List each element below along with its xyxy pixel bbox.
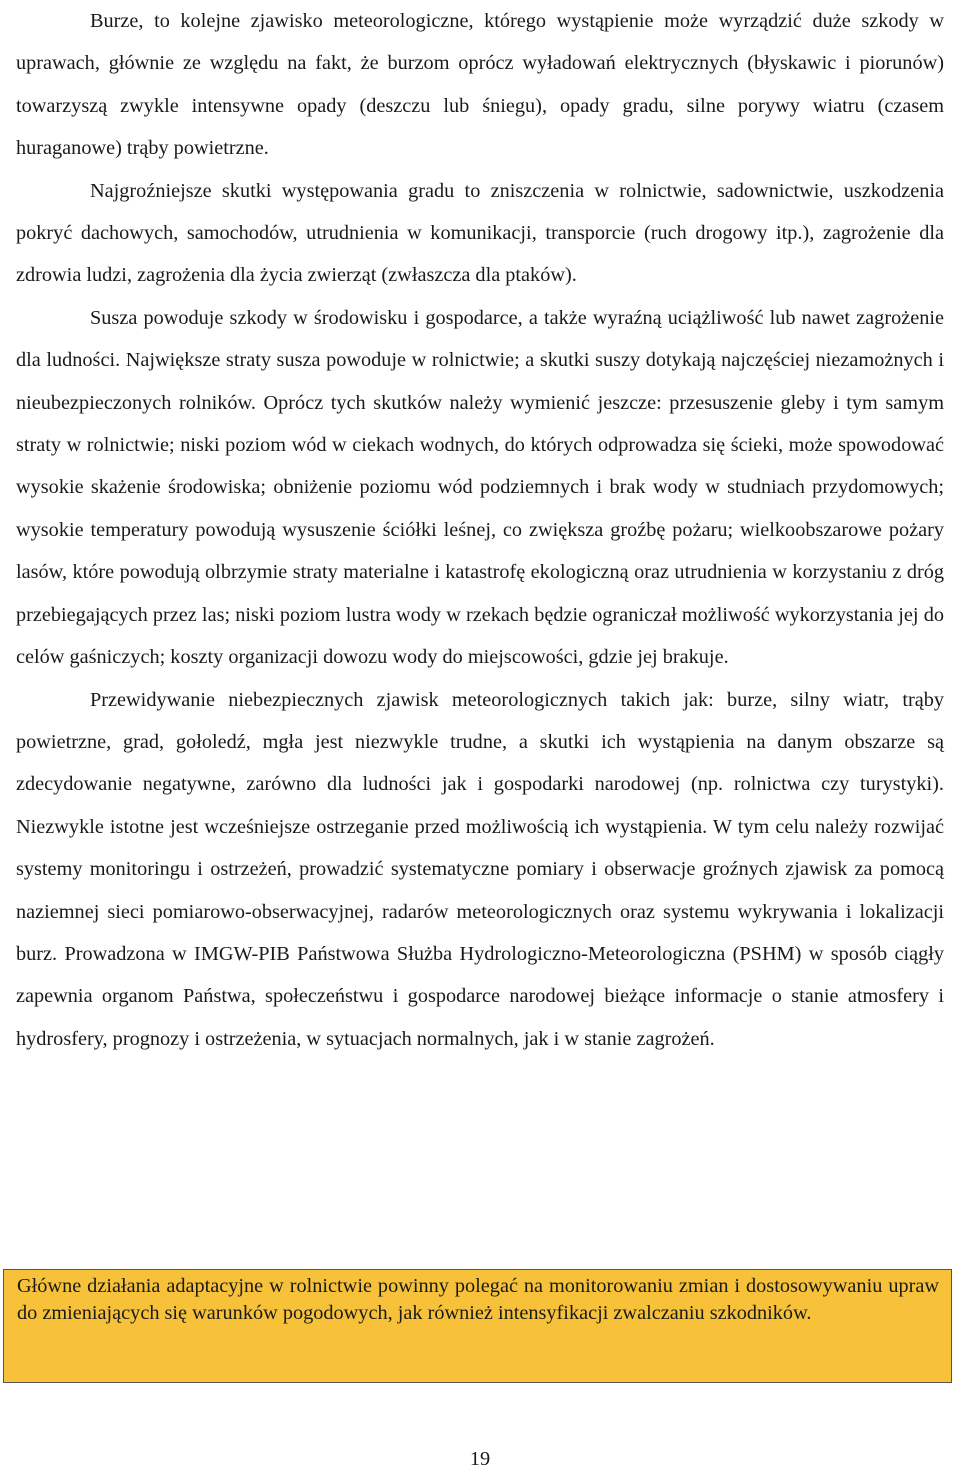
paragraph-hail: Najgroźniejsze skutki występowania gradu to zniszczenia w rolnictwie, sadownictwie, uszkodzenia pokryć dachowych, samochodów, utrudnienia w komunikacji, transporcie (ruch drogowy itp.), zagrożenie dla zdrowia ludzi, zagrożenia dla życia zwierząt (zwłaszcza dla ptaków). <box>16 179 944 287</box>
highlight-box-text: Główne działania adaptacyjne w rolnictwie powinny polegać na monitorowaniu zmian i dostosowywaniu upraw do zmieniających się warunków pogodowych, jak również intensyfikacji zwalczaniu szkodników. <box>17 1275 939 1324</box>
paragraph-forecasting: Przewidywanie niebezpiecznych zjawisk meteorologicznych takich jak: burze, silny wiatr, trąby powietrzne, grad, gołoledź, mgła jest niezwykle trudne, a skutki ich wystąpienia na danym obszarze są zdecydowanie negatywne, zarówno dla ludności jak i gospodarki narodowej (np. rolnictwa czy turystyki). Niezwykle istotne jest wcześniejsze ostrzeganie przed możliwością ich wystąpienia. W tym celu należy rozwijać systemy monitoringu i ostrzeżeń, prowadzić systematyczne pomiary i obserwacje groźnych zjawisk za pomocą naziemnej sieci pomiarowo-obserwacyjnej, radarów meteorologicznych oraz systemu wykrywania i lokalizacji burz. Prowadzona w IMGW-PIB Państwowa Służba Hydrologiczno-Meteorologiczna (PSHM) w sposób ciągły zapewnia organom Państwa, społeczeństwu i gospodarce narodowej bieżące informacje o stanie atmosfery i hydrosfery, prognozy i ostrzeżenia, w sytuacjach normalnych, jak i w stanie zagrożeń. <box>16 688 944 1050</box>
highlight-box <box>3 1269 952 1383</box>
paragraph-storms: Burze, to kolejne zjawisko meteorologiczne, którego wystąpienie może wyrządzić duże szkody w uprawach, głównie ze względu na fakt, że burzom oprócz wyładowań elektrycznych (błyskawic i piorunów) towarzyszą zwykle intensywne opady (deszczu lub śniegu), opady gradu, silne porywy wiatru (czasem huraganowe) trąby powietrzne. <box>16 10 944 160</box>
document-body <box>16 0 944 1060</box>
page-number: 19 <box>469 1448 491 1470</box>
paragraph-drought: Susza powoduje szkody w środowisku i gospodarce, a także wyraźną uciążliwość lub nawet zagrożenie dla ludności. Największe straty susza powoduje w rolnictwie; a skutki suszy dotykają najczęściej niezamożnych i nieubezpieczonych rolników. Oprócz tych skutków należy wymienić jeszcze: przesuszenie gleby i tym samym straty w rolnictwie; niski poziom wód w ciekach wodnych, do których odprowadza się ścieki, może spowodować wysokie skażenie środowiska; obniżenie poziomu wód podziemnych i brak wody w studniach przydomowych; wysokie temperatury powodują wysuszenie ściółki leśnej, co zwiększa groźbę pożaru; wielkoobszarowe pożary lasów, które powodują olbrzymie straty materialne i katastrofę ekologiczną oraz utrudnienia w korzystaniu z dróg przebiegających przez las; niski poziom lustra wody w rzekach będzie ograniczał możliwość wykorzystania jej do celów gaśniczych; koszty organizacji dowozu wody do miejscowości, gdzie jej brakuje. <box>16 306 944 669</box>
